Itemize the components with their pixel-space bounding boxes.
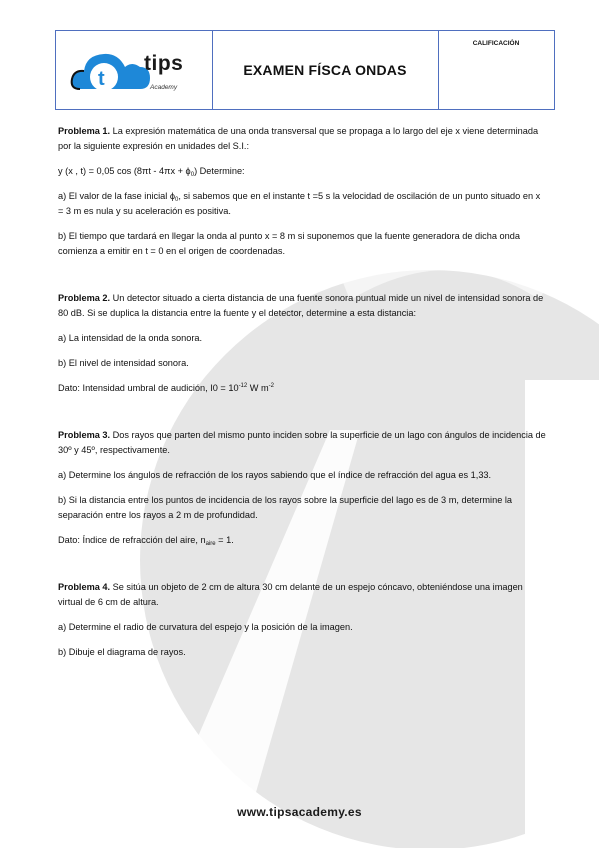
problem-label: Problema 3. <box>58 430 111 440</box>
problem-2-intro: Problema 2. Un detector situado a cierta distancia de una fuente sonora puntual mide un nivel de intensidad sonora de 80 dB. Si se duplica la distancia entre la fuente y el detector, determine a esta distancia: <box>58 293 544 318</box>
problem-1-equation: y (x , t) = 0,05 $\cos (8\pi t - 4\pi x + \phi_0)$ Determine: <box>58 166 245 178</box>
problem-3-part-a: a) Determine los ángulos de refracción de los rayos sabiendo que el índice de refracción del agua es 1,33. <box>58 470 492 480</box>
logo-cell <box>56 31 213 109</box>
problem-2-part-a: a) La intensidad de la onda sonora. <box>58 333 203 343</box>
footer-url[interactable]: www.tipsacademy.es <box>237 805 362 819</box>
exam-content <box>58 124 548 670</box>
problem-1-intro: Problema 1. La expresión matemática de una onda transversal que se propaga a lo largo del eje x viene determinada por la siguiente expresión en unidades del S.I.: <box>58 126 539 151</box>
title-cell <box>212 31 439 109</box>
svg-text:t: t <box>98 68 105 90</box>
problem-label: Problema 4. <box>58 582 111 592</box>
problem-1-part-b: b) El tiempo que tardará en llegar la onda al punto x = 8 m si suponemos que la fuente generadora de dicha onda comienza a emitir en t = 0 en el origen de coordenadas. <box>58 231 520 256</box>
problem-1-part-a: a) El valor de la fase inicial $\phi_0$, si sabemos que en el instante t =5 s la velocidad de oscilación de un punto situado en x = 3 m es nula y su aceleración es positiva. <box>58 191 541 216</box>
problem-label: Problema 2. <box>58 293 111 303</box>
problem-4-part-a: a) Determine el radio de curvatura del espejo y la posición de la imagen. <box>58 622 353 632</box>
problem-2-dato: Dato: Intensidad umbral de audición, $I0 = 10^{-12}$ W $m^{-2}$ <box>58 383 275 393</box>
logo-subtext: Academy <box>150 84 178 91</box>
grade-cell <box>438 31 554 109</box>
grade-label: CALIFICACIÓN <box>472 40 520 47</box>
problem-4-part-b: b) Dibuje el diagrama de rayos. <box>58 647 186 657</box>
exam-header <box>55 30 555 110</box>
problem-4-intro: Problema 4. Se sitúa un objeto de 2 cm de altura 30 cm delante de un espejo cóncavo, obteniéndose una imagen virtual de 6 cm de altura. <box>58 582 523 607</box>
problem-3-dato: Dato: Índice de refracción del aire, $n_{aire} = 1$. <box>58 535 234 547</box>
logo-text: tips <box>144 52 184 75</box>
exam-title: EXAMEN FÍSCA ONDAS <box>243 62 407 78</box>
problem-label: Problema 1. <box>58 126 111 136</box>
problem-3-intro: Problema 3. Dos rayos que parten del mismo punto inciden sobre la superficie de un lago con ángulos de incidencia de 30º y 45º, respectivamente. <box>58 430 546 455</box>
problem-2-part-b: b) El nivel de intensidad sonora. <box>58 358 189 368</box>
problem-3-part-b: b) Si la distancia entre los puntos de incidencia de los rayos sobre la superficie del lago es de 3 m, determine la separación entre los rayos a 2 m de profundidad. <box>58 495 513 520</box>
